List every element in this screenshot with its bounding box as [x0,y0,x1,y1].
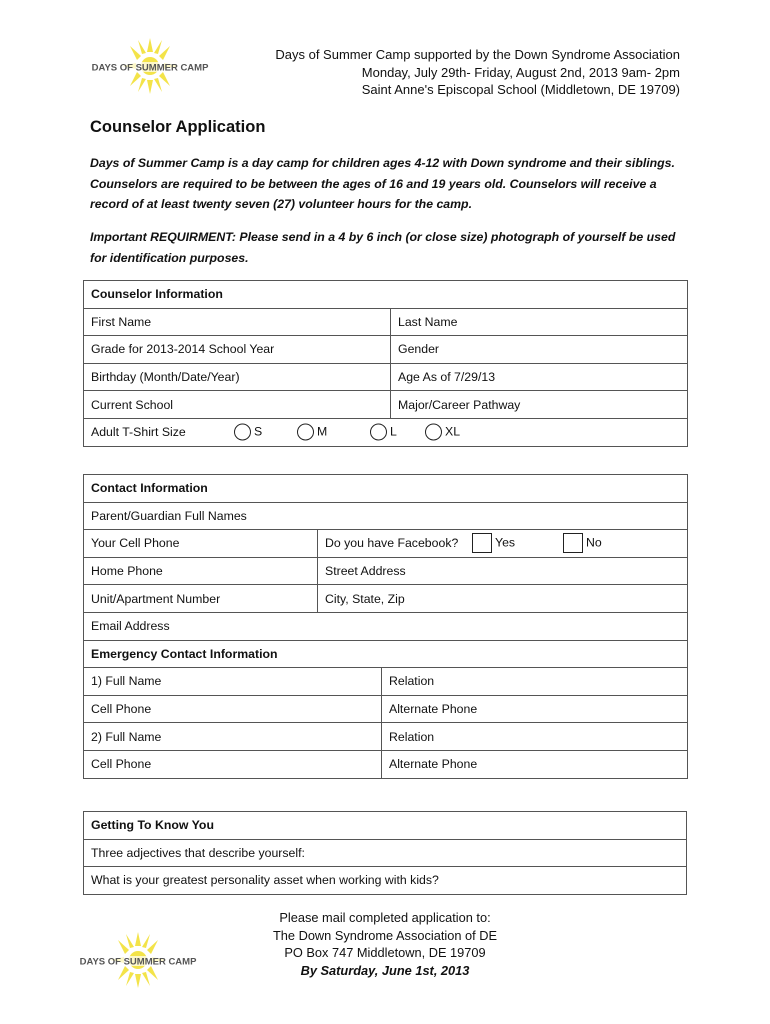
header-line-1: Days of Summer Camp supported by the Down Syndrome Association [275,47,680,62]
radio-circle-icon[interactable] [370,424,387,441]
checkbox-icon[interactable] [472,533,492,553]
camp-header [275,46,680,99]
contact-info-table [83,474,688,779]
parent-names-field[interactable]: Parent/Guardian Full Names [84,502,688,530]
mailing-info [260,909,510,979]
intro-paragraph: Days of Summer Camp is a day camp for children ages 4-12 with Down syndrome and their siblings. Counselors are required to be between the ages of 16 and 19 years old. Counselors will receive a record of at least twenty seven (27) volunteer hours for the camp. [90,156,675,211]
sun-logo-icon [79,930,197,990]
requirement-paragraph: Important REQUIRMENT: Please send in a 4 by 6 inch (or close size) photograph of yourself be used for identification purposes. [90,230,676,265]
street-address-field[interactable]: Street Address [318,557,688,585]
first-name-field[interactable]: First Name [84,308,391,336]
email-field[interactable]: Email Address [84,612,688,640]
shirt-size-l-option[interactable]: L [370,424,397,441]
deadline: By Saturday, June 1st, 2013 [300,962,470,978]
facebook-row [318,530,688,558]
camp-logo-bottom [79,930,197,990]
emergency-alt-phone-2-field[interactable]: Alternate Phone [382,750,688,778]
unit-number-field[interactable]: Unit/Apartment Number [84,585,318,613]
gender-field[interactable]: Gender [391,336,688,364]
emergency-name-1-field[interactable]: 1) Full Name [84,668,382,696]
page-title: Counselor Application [90,118,266,136]
counselor-info-table [83,280,688,447]
facebook-label: Do you have Facebook? [325,536,459,551]
last-name-field[interactable]: Last Name [391,308,688,336]
shirt-size-s-option[interactable]: S [234,424,262,441]
mail-line-2: The Down Syndrome Association of DE [272,927,498,943]
mail-line-3: PO Box 747 Middletown, DE 19709 [284,945,486,960]
shirt-size-label: Adult T-Shirt Size [91,425,186,440]
shirt-size-row [84,418,688,446]
home-phone-field[interactable]: Home Phone [84,557,318,585]
age-field[interactable]: Age As of 7/29/13 [391,363,688,391]
adjectives-field[interactable]: Three adjectives that describe yourself: [84,839,687,867]
emergency-cell-1-field[interactable]: Cell Phone [84,695,382,723]
major-field[interactable]: Major/Career Pathway [391,391,688,419]
camp-logo [91,36,209,96]
birthday-field[interactable]: Birthday (Month/Date/Year) [84,363,391,391]
radio-circle-icon[interactable] [297,424,314,441]
emergency-relation-1-field[interactable]: Relation [382,668,688,696]
logo-text: DAYS OF SUMMER CAMP [79,956,197,968]
emergency-contact-heading: Emergency Contact Information [84,640,688,668]
emergency-relation-2-field[interactable]: Relation [382,723,688,751]
header-line-2: Monday, July 29th- Friday, August 2nd, 2013 9am- 2pm [361,64,680,80]
radio-circle-icon[interactable] [234,424,251,441]
sun-logo-icon [91,36,209,96]
emergency-name-2-field[interactable]: 2) Full Name [84,723,382,751]
shirt-size-m-option[interactable]: M [297,424,327,441]
facebook-yes-option[interactable]: Yes [472,533,515,553]
city-state-zip-field[interactable]: City, State, Zip [318,585,688,613]
cell-phone-field[interactable]: Your Cell Phone [84,530,318,558]
grade-field[interactable]: Grade for 2013-2014 School Year [84,336,391,364]
counselor-info-heading: Counselor Information [84,281,688,309]
personality-asset-field[interactable]: What is your greatest personality asset when working with kids? [84,867,687,895]
header-line-3: Saint Anne's Episcopal School (Middletown, DE 19709) [361,82,680,97]
radio-circle-icon[interactable] [425,424,442,441]
getting-to-know-heading: Getting To Know You [84,812,687,840]
school-field[interactable]: Current School [84,391,391,419]
logo-text: DAYS OF SUMMER CAMP [91,62,209,74]
checkbox-icon[interactable] [563,533,583,553]
emergency-cell-2-field[interactable]: Cell Phone [84,750,382,778]
emergency-alt-phone-1-field[interactable]: Alternate Phone [382,695,688,723]
contact-info-heading: Contact Information [84,475,688,503]
shirt-size-xl-option[interactable]: XL [425,424,460,441]
getting-to-know-table [83,811,687,895]
mail-line-1: Please mail completed application to: [279,910,491,925]
facebook-no-option[interactable]: No [563,533,602,553]
